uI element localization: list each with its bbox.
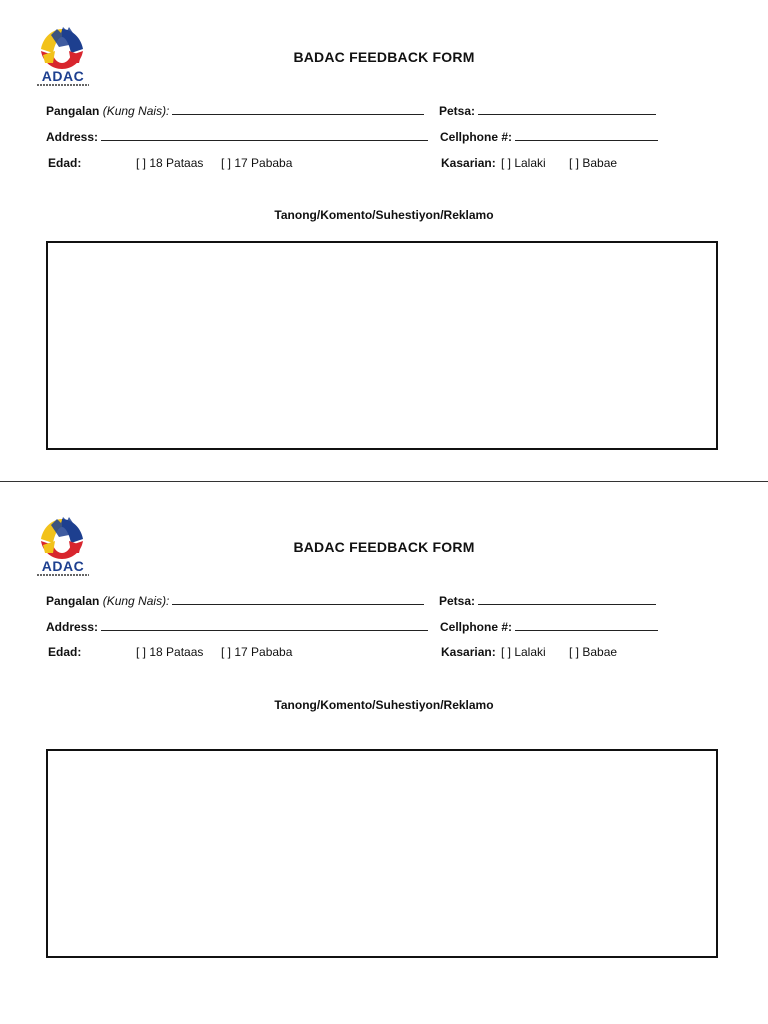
name-input-line[interactable] <box>172 593 424 605</box>
cellphone-field[interactable] <box>440 129 658 144</box>
name-field[interactable] <box>46 593 424 608</box>
age-option-18-pataas[interactable]: [ ] 18 Pataas <box>136 645 204 659</box>
name-hint: (Kung Nais): <box>102 594 170 608</box>
feedback-form-1 <box>0 0 768 470</box>
cut-line-divider <box>0 481 768 482</box>
address-input-line[interactable] <box>101 619 428 631</box>
address-field[interactable] <box>46 129 428 144</box>
cellphone-label: Cellphone #: <box>440 620 513 634</box>
gender-option-babae[interactable]: [ ] Babae <box>569 156 618 170</box>
address-label: Address: <box>46 130 99 144</box>
form-title: BADAC FEEDBACK FORM <box>293 539 475 555</box>
date-field[interactable] <box>439 103 656 118</box>
age-label: Edad: <box>48 645 82 659</box>
cellphone-label: Cellphone #: <box>440 130 513 144</box>
feedback-form-2 <box>0 490 768 960</box>
logo-wordmark: ADAC <box>41 68 85 84</box>
question-label: Tanong/Komento/Suhestiyon/Reklamo <box>274 208 494 222</box>
date-input-line[interactable] <box>478 593 656 605</box>
address-field[interactable] <box>46 619 428 634</box>
logo-tagline-decoration <box>37 84 89 86</box>
cellphone-input-line[interactable] <box>515 129 658 141</box>
comment-box[interactable] <box>46 241 718 450</box>
gender-label: Kasarian: <box>441 156 496 170</box>
logo-tagline-decoration <box>37 574 89 576</box>
form-title: BADAC FEEDBACK FORM <box>293 49 475 65</box>
age-option-17-pababa[interactable]: [ ] 17 Pababa <box>221 645 293 659</box>
age-option-17-pababa[interactable]: [ ] 17 Pababa <box>221 156 293 170</box>
address-input-line[interactable] <box>101 129 428 141</box>
gender-option-lalaki[interactable]: [ ] Lalaki <box>501 645 546 659</box>
logo-wordmark: ADAC <box>41 558 85 574</box>
date-input-line[interactable] <box>478 103 656 115</box>
date-field[interactable] <box>439 593 656 608</box>
date-label: Petsa: <box>439 594 476 608</box>
cellphone-input-line[interactable] <box>515 619 658 631</box>
name-hint: (Kung Nais): <box>102 104 170 118</box>
comment-box[interactable] <box>46 749 718 958</box>
question-label: Tanong/Komento/Suhestiyon/Reklamo <box>274 698 494 712</box>
date-label: Petsa: <box>439 104 476 118</box>
cellphone-field[interactable] <box>440 619 658 634</box>
name-input-line[interactable] <box>172 103 424 115</box>
age-option-18-pataas[interactable]: [ ] 18 Pataas <box>136 156 204 170</box>
gender-option-lalaki[interactable]: [ ] Lalaki <box>501 156 546 170</box>
name-label: Pangalan <box>46 594 100 608</box>
name-field[interactable] <box>46 103 424 118</box>
gender-option-babae[interactable]: [ ] Babae <box>569 645 618 659</box>
age-label: Edad: <box>48 156 82 170</box>
name-label: Pangalan <box>46 104 100 118</box>
gender-label: Kasarian: <box>441 645 496 659</box>
address-label: Address: <box>46 620 99 634</box>
